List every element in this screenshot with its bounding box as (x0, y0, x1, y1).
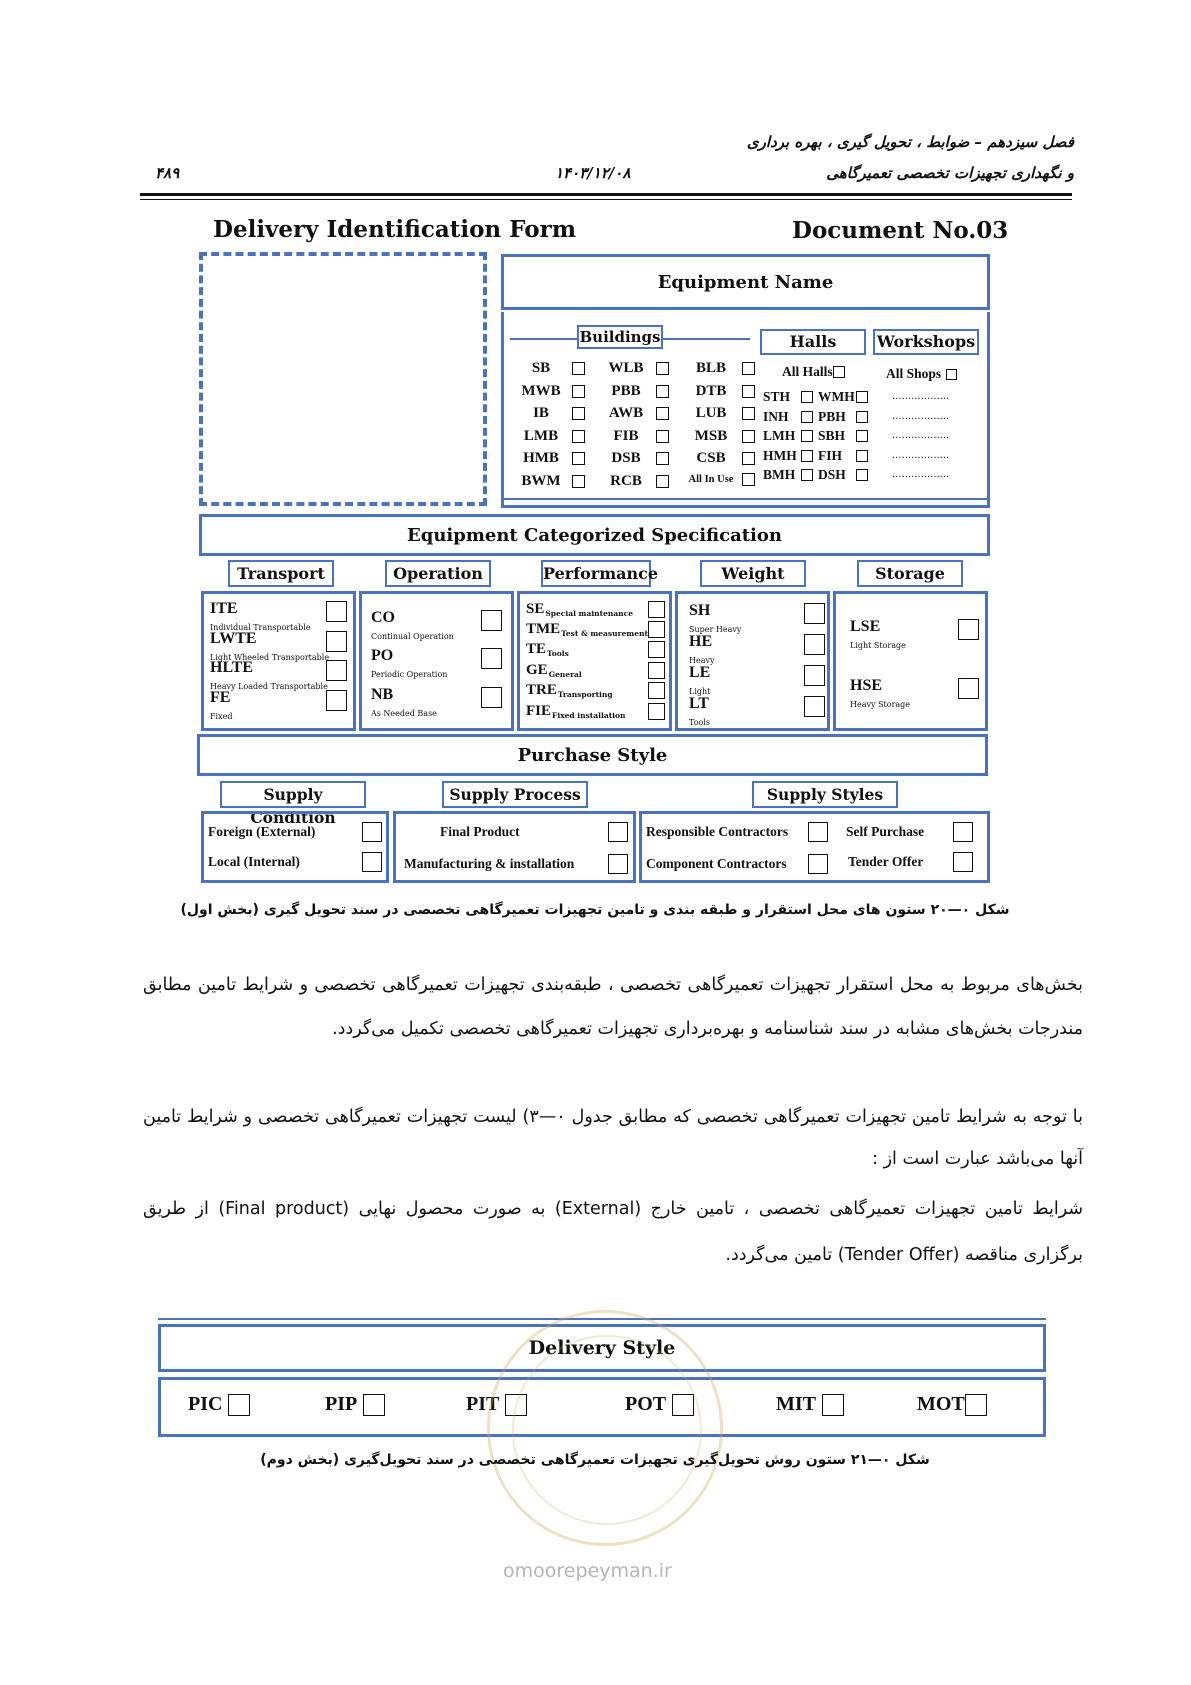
hall-label: LMH (763, 428, 796, 443)
self-purchase-row (846, 822, 973, 842)
building-checkbox[interactable] (656, 362, 669, 375)
responsible-contractors-label: Responsible Contractors (646, 824, 789, 839)
weight-checkbox-le[interactable] (804, 665, 825, 686)
supply-foreign-checkbox[interactable] (362, 822, 382, 842)
workshop-blank-line: .................. (892, 469, 950, 480)
performance-item-tre (526, 681, 613, 699)
all-halls-checkbox[interactable] (833, 366, 845, 378)
tender-offer-checkbox[interactable] (953, 852, 973, 872)
building-csb-row (680, 450, 755, 467)
storage-checkbox-lse[interactable] (958, 619, 979, 640)
storage-desc: Light Storage (850, 641, 906, 650)
form-title: Delivery Identification Form (213, 216, 577, 243)
performance-checkbox-fie[interactable] (648, 703, 665, 720)
delivery-mot-checkbox[interactable] (965, 1394, 987, 1416)
header-rule-thin (140, 199, 1072, 200)
transport-checkbox-hlte[interactable] (326, 660, 347, 681)
performance-desc: Test & measurement (561, 629, 648, 638)
performance-checkbox-tre[interactable] (648, 682, 665, 699)
hall-fih-row (818, 448, 868, 464)
transport-desc: Heavy Loaded Transportable (210, 682, 328, 691)
hall-label: HMH (763, 447, 797, 463)
final-product-row (400, 822, 628, 842)
building-label: MSB (694, 427, 728, 444)
buildings-rule-right (660, 338, 750, 340)
storage-tab: Storage (857, 560, 963, 587)
operation-desc: As Needed Base (371, 709, 437, 718)
performance-desc: General (548, 670, 582, 679)
building-label: All In Use (688, 473, 734, 485)
building-label: PBB (611, 382, 641, 399)
storage-item-lse (850, 618, 906, 651)
weight-checkbox-lt[interactable] (804, 696, 825, 717)
hall-checkbox[interactable] (801, 430, 813, 442)
final-product-checkbox[interactable] (608, 822, 628, 842)
building-rcb-row (596, 473, 669, 490)
storage-item-hse (850, 677, 910, 710)
weight-item-sh (689, 602, 741, 635)
workshop-blank-line: .................. (892, 391, 950, 402)
hall-bmh-row (763, 467, 813, 483)
supply-process-tab: Supply Process (442, 781, 588, 808)
transport-checkbox-fe[interactable] (326, 690, 347, 711)
document-number: Document No.03 (792, 217, 1009, 244)
delivery-mit-row (776, 1393, 844, 1416)
building-dsb-row (596, 450, 669, 467)
hall-inh-row (763, 409, 813, 425)
supply-foreign-row (208, 822, 382, 842)
figure-caption-2: شکل ٠—٢١ ستون روش تحویل‌گیری تجهیزات تعمیرگاهی تخصصی در سند تحویل‌گیری (بخش دوم) (260, 1452, 930, 1468)
manufacturing-checkbox[interactable] (608, 854, 628, 874)
tender-offer-row (848, 852, 973, 872)
hall-label: SBH (818, 428, 846, 443)
performance-checkbox-se[interactable] (648, 601, 665, 618)
responsible-contractors-checkbox[interactable] (808, 822, 828, 842)
header-rule (140, 193, 1072, 196)
all-shops-row (886, 366, 957, 382)
buildings-tab: Buildings (577, 325, 663, 349)
building-label: RCB (610, 472, 642, 489)
transport-code: FE (210, 689, 231, 706)
weight-checkbox-he[interactable] (804, 634, 825, 655)
delivery-pip-checkbox[interactable] (363, 1394, 385, 1416)
delivery-mot-row (917, 1393, 987, 1416)
performance-checkbox-tme[interactable] (648, 621, 665, 638)
operation-checkbox-nb[interactable] (481, 687, 502, 708)
hall-dsh-row (818, 467, 868, 483)
categorized-spec-box (199, 514, 990, 556)
performance-item-se (526, 600, 633, 618)
transport-desc: Individual Transportable (210, 623, 311, 632)
building-dtb-row (680, 383, 755, 400)
performance-desc: Special maintenance (545, 609, 633, 618)
hall-label: DSH (818, 467, 846, 482)
building-fib-row (596, 428, 669, 445)
building-lmb-row (510, 428, 585, 445)
supply-foreign-label: Foreign (External) (208, 824, 316, 839)
weight-desc: Tools (689, 718, 711, 727)
building-ib-row (510, 405, 585, 422)
performance-code: TME (526, 621, 561, 637)
halls-tab: Halls (760, 329, 866, 355)
weight-checkbox-sh[interactable] (804, 603, 825, 624)
hall-wmh-row (818, 389, 868, 405)
chapter-title: فصل سیزدهم – ضوابط ، تحویل گیری ، بهره برداری (746, 133, 1074, 151)
workshop-blank-line: .................. (892, 430, 950, 441)
building-checkbox[interactable] (742, 407, 755, 420)
hall-label: PBH (818, 408, 846, 424)
all-halls-row (782, 364, 845, 380)
watermark-seal (487, 1310, 723, 1546)
delivery-pic-label: PIC (188, 1393, 223, 1415)
building-all-in-use-row (680, 473, 755, 486)
building-label: MWB (521, 382, 561, 399)
building-checkbox[interactable] (572, 362, 585, 375)
weight-desc: Super Heavy (689, 625, 742, 634)
hall-label: FIH (818, 447, 843, 463)
performance-desc: Transporting (557, 690, 613, 699)
building-lub-row (680, 405, 755, 422)
operation-checkbox-po[interactable] (481, 648, 502, 669)
hall-checkbox[interactable] (801, 391, 813, 403)
building-checkbox[interactable] (572, 407, 585, 420)
figure-caption-1: شکل ٠—٢٠ ستون های محل استقرار و طبقه بندی و تامین تجهیزات تعمیرگاهی تخصصی در سند تحویل گیری (بخش اول) (180, 902, 1010, 918)
building-checkbox[interactable] (656, 385, 669, 398)
building-label: DTB (695, 382, 727, 399)
paragraph-3: شرایط تامین تجهیزات تعمیرگاهی تخصصی ، تامین خارج (External) به صورت محصول نهایی (Final product) از طریق برگزاری مناقصه (Tender Offer) تامین می‌گردد. (143, 1199, 1084, 1265)
hall-sbh-row (818, 428, 868, 444)
building-checkbox[interactable] (572, 385, 585, 398)
building-checkbox[interactable] (742, 430, 755, 443)
categorized-spec-label: Equipment Categorized Specification (407, 524, 782, 546)
transport-desc: Light Wheeled Transportable (210, 653, 330, 662)
performance-desc: Fixed installation (552, 711, 626, 720)
building-label: CSB (696, 450, 726, 466)
equipment-name-label: Equipment Name (657, 271, 834, 293)
building-label: BLB (695, 360, 726, 376)
photo-placeholder (199, 252, 487, 506)
workshop-blank-line: .................. (892, 449, 950, 461)
delivery-pic-row (188, 1393, 250, 1416)
transport-desc: Fixed (210, 712, 233, 721)
building-checkbox[interactable] (656, 452, 669, 465)
responsible-contractors-row (646, 822, 828, 842)
component-contractors-label: Component Contractors (646, 856, 787, 871)
performance-code: TE (526, 641, 547, 657)
building-label: FIB (613, 427, 639, 444)
building-blb-row (680, 360, 755, 377)
operation-tab: Operation (385, 560, 491, 587)
delivery-mit-label: MIT (776, 1393, 816, 1415)
all-shops-label: All Shops (886, 366, 942, 381)
weight-code: HE (689, 633, 713, 650)
supply-condition-tab: Supply Condition (220, 781, 366, 808)
storage-panel (833, 591, 988, 731)
location-box-inner-rule (503, 498, 988, 500)
performance-desc: Tools (547, 649, 569, 658)
building-hmb-row (510, 450, 585, 467)
supply-local-checkbox[interactable] (362, 852, 382, 872)
hall-label: INH (763, 408, 789, 424)
hall-checkbox[interactable] (856, 411, 868, 423)
building-label: WLB (608, 360, 644, 376)
operation-item-co (371, 609, 454, 642)
building-label: IB (533, 405, 549, 421)
weight-item-he (689, 633, 715, 666)
delivery-mit-checkbox[interactable] (822, 1394, 844, 1416)
paragraph-2: با توجه به شرایط تامین تجهیزات تعمیرگاهی تخصصی که مطابق جدول ٠—٣) لیست تجهیزات تعمیرگاهی تخصصی و شرایط تامین آنها می‌باشد عبارت است از : (143, 1107, 1083, 1169)
transport-tab: Transport (228, 560, 334, 587)
operation-item-po (371, 647, 447, 680)
transport-code: LWTE (210, 630, 257, 647)
building-checkbox[interactable] (656, 407, 669, 420)
equipment-name-box (501, 254, 990, 310)
performance-item-fie (526, 702, 625, 720)
weight-code: LE (689, 664, 711, 681)
operation-item-nb (371, 686, 437, 719)
building-label: LMB (523, 427, 559, 444)
hall-lmh-row (763, 428, 813, 444)
operation-desc: Periodic Operation (371, 670, 448, 679)
weight-code: LT (689, 695, 709, 712)
transport-item-hlte (210, 659, 328, 692)
delivery-mot-label: MOT (917, 1393, 965, 1415)
hall-label: STH (763, 389, 791, 404)
performance-item-tme (526, 620, 648, 638)
hall-sth-row (763, 389, 813, 405)
performance-item-te (526, 640, 569, 658)
building-checkbox[interactable] (742, 452, 755, 465)
transport-code: HLTE (210, 659, 253, 676)
hall-checkbox[interactable] (856, 430, 868, 442)
hall-checkbox[interactable] (801, 450, 813, 462)
building-checkbox[interactable] (742, 385, 755, 398)
building-checkbox[interactable] (656, 430, 669, 443)
component-contractors-row (646, 854, 828, 874)
workshops-tab: Workshops (873, 329, 979, 355)
building-label: DSB (611, 450, 641, 466)
storage-desc: Heavy Storage (850, 700, 911, 709)
delivery-pip-row (325, 1393, 385, 1416)
operation-code: PO (371, 647, 394, 664)
purchase-style-box (197, 734, 988, 776)
performance-code: FIE (526, 703, 552, 719)
self-purchase-checkbox[interactable] (953, 822, 973, 842)
delivery-style-label: Delivery Style (528, 1337, 676, 1359)
all-halls-label: All Halls (782, 364, 833, 379)
weight-code: SH (689, 602, 711, 619)
page-number: ۴۸۹ (155, 164, 180, 182)
building-label: BWM (521, 472, 561, 489)
performance-checkbox-ge[interactable] (648, 662, 665, 679)
building-checkbox[interactable] (742, 362, 755, 375)
workshop-blank-line: .................. (892, 410, 950, 422)
building-wlb-row (596, 360, 669, 377)
chapter-subtitle: و نگهداری تجهیزات تخصصی تعمیرگاهی (826, 164, 1074, 182)
manufacturing-row (404, 854, 628, 874)
performance-code: TRE (526, 682, 557, 698)
final-product-label: Final Product (440, 824, 520, 839)
building-msb-row (680, 428, 755, 445)
hall-checkbox[interactable] (856, 391, 868, 403)
supply-local-row (208, 852, 382, 872)
transport-code: ITE (210, 600, 238, 617)
hall-label: BMH (763, 467, 796, 482)
performance-tab: Performance (541, 560, 651, 587)
building-sb-row (510, 360, 585, 377)
supply-local-label: Local (Internal) (208, 854, 300, 869)
supply-styles-tab: Supply Styles (752, 781, 898, 808)
purchase-style-label: Purchase Style (517, 744, 668, 766)
building-awb-row (596, 405, 669, 422)
weight-item-lt (689, 695, 710, 728)
weight-desc: Light (689, 687, 711, 696)
hall-hmh-row (763, 448, 813, 464)
weight-tab: Weight (700, 560, 806, 587)
all-shops-checkbox[interactable] (946, 369, 957, 380)
hall-checkbox[interactable] (856, 469, 868, 481)
operation-code: CO (371, 609, 395, 626)
transport-checkbox-ite[interactable] (326, 601, 347, 622)
delivery-pot-label: POT (625, 1393, 667, 1415)
hall-checkbox[interactable] (801, 411, 813, 423)
performance-checkbox-te[interactable] (648, 641, 665, 658)
building-label: LUB (695, 405, 727, 421)
building-label: SB (531, 360, 551, 376)
transport-checkbox-lwte[interactable] (326, 631, 347, 652)
building-checkbox[interactable] (742, 473, 755, 486)
self-purchase-label: Self Purchase (846, 824, 925, 839)
delivery-pit-label: PIT (466, 1393, 500, 1415)
building-checkbox[interactable] (656, 475, 669, 488)
tender-offer-label: Tender Offer (848, 854, 924, 869)
operation-code: NB (371, 686, 394, 703)
weight-desc: Heavy (689, 656, 715, 665)
performance-code: GE (526, 662, 548, 678)
hall-checkbox[interactable] (856, 450, 868, 462)
watermark-url: omoorepeyman.ir (503, 1560, 672, 1582)
transport-item-fe (210, 689, 232, 722)
building-checkbox[interactable] (572, 430, 585, 443)
building-label: HMB (523, 450, 559, 466)
storage-code: LSE (850, 618, 881, 635)
header-date: ۱۴۰۳/۱۲/۰۸ (555, 164, 631, 182)
building-checkbox[interactable] (572, 475, 585, 488)
operation-checkbox-co[interactable] (481, 610, 502, 631)
building-pbb-row (596, 383, 669, 400)
paragraph-1: بخش‌های مربوط به محل استقرار تجهیزات تعمیرگاهی تخصصی ، طبقه‌بندی تجهیزات تعمیرگاهی تخصصی و شرایط تامین مطابق مندرجات بخش‌های مشابه در سند شناسنامه و بهره‌برداری تجهیزات تعمیرگاهی تخصصی تکمیل می‌گردد. (143, 975, 1083, 1039)
weight-item-le (689, 664, 710, 697)
building-checkbox[interactable] (572, 452, 585, 465)
building-bwm-row (510, 473, 585, 490)
component-contractors-checkbox[interactable] (808, 854, 828, 874)
manufacturing-label: Manufacturing & installation (404, 856, 575, 871)
hall-checkbox[interactable] (801, 469, 813, 481)
performance-item-ge (526, 661, 582, 679)
delivery-pip-label: PIP (325, 1393, 358, 1415)
storage-code: HSE (850, 677, 883, 694)
building-mwb-row (510, 383, 585, 400)
transport-item-ite (210, 600, 311, 633)
storage-checkbox-hse[interactable] (958, 678, 979, 699)
performance-code: SE (526, 601, 545, 617)
delivery-pic-checkbox[interactable] (228, 1394, 250, 1416)
building-label: AWB (608, 405, 644, 421)
hall-label: WMH (818, 389, 855, 404)
operation-desc: Continual Operation (371, 632, 454, 641)
hall-pbh-row (818, 409, 868, 425)
